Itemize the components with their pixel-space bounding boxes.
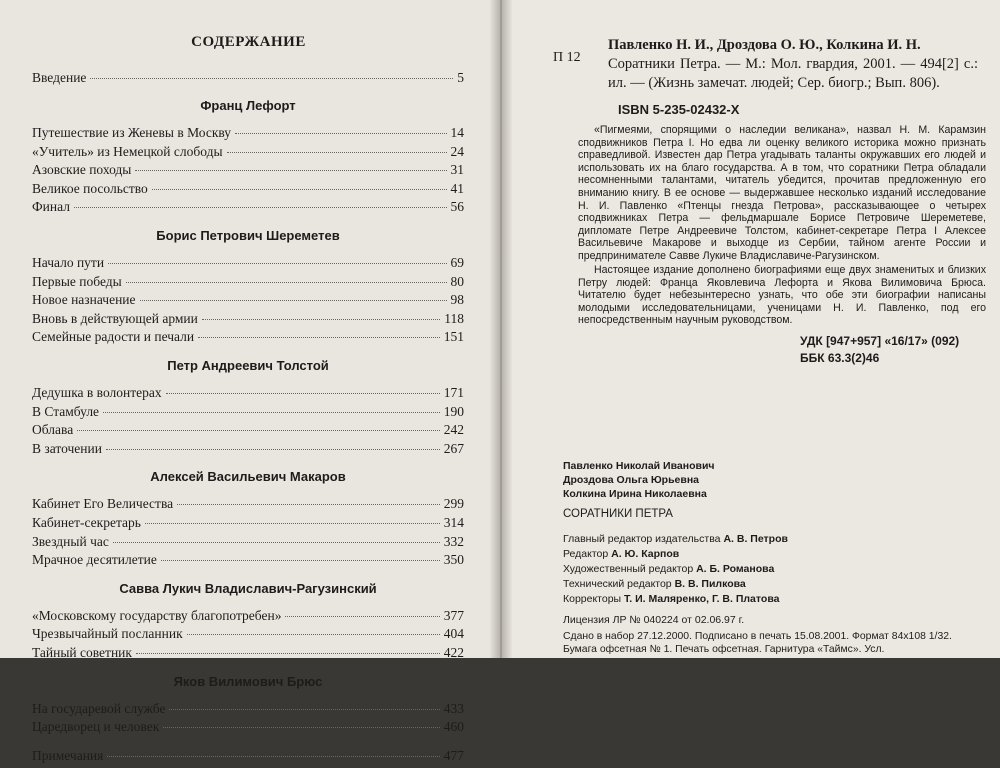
toc-entry-title: «Московскому государству благопотребен»: [32, 607, 282, 623]
toc-entry: [32, 144, 464, 164]
license-line: Лицензия ЛР № 040224 от 02.06.97 г.: [563, 614, 745, 626]
toc-entry: [32, 162, 464, 182]
toc-entry: [32, 719, 464, 739]
toc-leader-dots: [136, 653, 440, 654]
toc-entry-title: Примечания: [32, 747, 104, 763]
classification-code: П 12: [553, 50, 581, 65]
toc-section-heading: Борис Петрович Шереметев: [156, 228, 340, 243]
toc-entry-title: Путешествие из Женевы в Москву: [32, 125, 232, 140]
author-full-name-1: Павленко Николай Иванович: [563, 460, 715, 472]
toc-leader-dots: [90, 78, 453, 79]
toc-entry: [32, 329, 464, 349]
toc-entry-page: 242: [443, 422, 464, 438]
toc-leader-dots: [161, 560, 440, 561]
toc-leader-dots: [106, 449, 440, 450]
staff-line-2: [563, 548, 679, 560]
toc-entry-page: 56: [450, 199, 464, 215]
staff-name: В. В. Пилкова: [674, 578, 746, 590]
toc-leader-dots: [169, 709, 439, 710]
toc-entry-page: 433: [443, 700, 464, 716]
toc-notes-entry: [32, 748, 464, 768]
toc-leader-dots: [235, 133, 446, 134]
biblio-authors: Павленко Н. И., Дроздова О. Ю., Колкина И. Н.: [608, 37, 921, 53]
staff-name: А. Ю. Карпов: [611, 548, 680, 560]
toc-entry: [32, 701, 464, 721]
toc-entry: [32, 645, 464, 665]
annotation-paragraph-2: Настоящее издание дополнено биографиями еще двух знаменитых и близких Петру людей: Франца Яковлевича Лефорта и Якова Вилимовича Брюса. Читателю будет небезынтересно узнать, что обе эти биографии написаны молодыми исследовательницами, ученицами Н. И. Павленко, под его непосредственным научным руководством.: [578, 264, 986, 327]
toc-entry-page: 98: [450, 292, 464, 308]
toc-entry-page: 377: [443, 607, 464, 623]
toc-entry-page: 350: [443, 552, 464, 568]
staff-role: Технический редактор: [563, 578, 672, 590]
toc-entry-page: 5: [457, 70, 464, 85]
toc-leader-dots: [227, 152, 447, 153]
print-info: Сдано в набор 27.12.2000. Подписано в печать 15.08.2001. Формат 84х108 1/32. Бумага офсетная № 1. Печать офсетная. Гарнитура «Таймс». Усл.: [563, 631, 952, 655]
staff-name: А. Б. Романова: [696, 563, 775, 575]
toc-entry-title: На государевой службе: [32, 700, 166, 716]
toc-entry: [32, 534, 464, 554]
toc-leader-dots: [135, 170, 446, 171]
bbk-code: ББК 63.3(2)46: [800, 351, 880, 365]
toc-leader-dots: [145, 523, 440, 524]
toc-leader-dots: [74, 207, 447, 208]
toc-leader-dots: [77, 430, 440, 431]
toc-leader-dots: [103, 412, 440, 413]
toc-entry-title: Введение: [32, 70, 87, 85]
toc-entry-page: 422: [443, 645, 464, 660]
biblio-details: Соратники Петра. — М.: Мол. гвардия, 2001. — 494[2] с.: ил. — (Жизнь замечат. людей; Сер. биогр.; Вып. 806).: [608, 56, 978, 91]
toc-section-heading: Алексей Васильевич Макаров: [150, 469, 346, 485]
toc-entry: [32, 385, 464, 405]
toc-entry-page: 299: [443, 496, 464, 512]
toc-entry-page: 14: [450, 125, 464, 140]
toc-entry-title: Чрезвычайный посланник: [32, 626, 183, 642]
toc-entry-page: 314: [443, 515, 464, 530]
toc-entry-title: Финал: [32, 199, 70, 215]
toc-entry: [32, 552, 464, 572]
toc-entry-page: 332: [443, 533, 464, 549]
author-full-name-3: Колкина Ирина Николаевна: [563, 488, 707, 500]
toc-entry-title: Великое посольство: [32, 180, 148, 196]
toc-entry-page: 151: [443, 329, 464, 345]
toc-entry-title: Первые победы: [32, 273, 122, 289]
toc-entry: [32, 292, 464, 312]
toc-entry-title: Семейные радости и печали: [32, 329, 195, 345]
toc-leader-dots: [126, 282, 447, 283]
toc-section-heading: Савва Лукич Владиславич-Рагузинский: [119, 580, 377, 596]
toc-entry-page: 31: [450, 162, 464, 178]
toc-entry-page: 69: [450, 255, 464, 270]
toc-entry-title: Начало пути: [32, 255, 105, 270]
toc-entry-page: 267: [443, 440, 464, 456]
staff-line-3: [563, 563, 774, 575]
toc-entry: [32, 274, 464, 294]
toc-entry-page: 477: [443, 747, 464, 763]
toc-leader-dots: [202, 319, 440, 320]
toc-leader-dots: [140, 300, 447, 301]
staff-name: Т. И. Маляренко, Г. В. Платова: [624, 593, 780, 605]
toc-entry-page: 190: [443, 403, 464, 419]
toc-entry-title: Азовские походы: [32, 162, 132, 178]
toc-entry: [32, 496, 464, 516]
toc-entry: [32, 125, 464, 145]
toc-entry-title: «Учитель» из Немецкой слободы: [32, 143, 223, 159]
toc-entry: [32, 608, 464, 628]
toc-entry-title: Дедушка в волонтерах: [32, 385, 162, 400]
toc-entry: [32, 181, 464, 201]
contents-page: [0, 0, 497, 763]
toc-leader-dots: [285, 616, 439, 617]
toc-leader-dots: [152, 189, 447, 190]
toc-entry: [32, 626, 464, 646]
toc-entry-title: Кабинет-секретарь: [32, 515, 141, 530]
toc-leader-dots: [198, 337, 440, 338]
toc-entry: [32, 311, 464, 331]
toc-entry-page: 118: [444, 310, 464, 326]
toc-entry: [32, 515, 464, 535]
toc-leader-dots: [113, 542, 440, 543]
toc-entry-title: Царедворец и человек: [32, 719, 160, 735]
staff-role: Редактор: [563, 548, 609, 560]
toc-entry-title: Звездный час: [32, 533, 109, 549]
toc-entry-page: 24: [450, 143, 464, 159]
toc-leader-dots: [107, 756, 439, 757]
toc-leader-dots: [177, 504, 440, 505]
toc-section-heading: Яков Вилимович Брюс: [173, 673, 323, 689]
isbn: ISBN 5-235-02432-X: [618, 102, 740, 117]
staff-role: Художественный редактор: [563, 563, 694, 575]
contents-title: СОДЕРЖАНИЕ: [191, 34, 306, 50]
toc-entry-page: 460: [443, 719, 464, 735]
staff-line-1: [563, 533, 788, 545]
udc-code: УДК [947+957] «16/17» (092): [800, 334, 960, 348]
toc-entry-title: Кабинет Его Величества: [32, 496, 174, 512]
toc-entry: [32, 441, 464, 461]
toc-entry-title: Вновь в действующей армии: [32, 310, 198, 326]
author-full-name-2: Дроздова Ольга Юрьевна: [563, 474, 699, 486]
bibliographic-record: [608, 36, 978, 93]
toc-entry-title: Тайный советник: [32, 645, 132, 660]
toc-section-heading: Франц Лефорт: [200, 98, 296, 113]
staff-line-4: [563, 578, 746, 590]
staff-name: А. В. Петров: [723, 533, 788, 545]
toc-entry-page: 171: [443, 385, 464, 400]
toc-entry-title: В Стамбуле: [32, 403, 100, 419]
toc-section-heading: Петр Андреевич Толстой: [167, 358, 329, 373]
staff-line-5: [563, 593, 779, 605]
toc-leader-dots: [108, 263, 446, 264]
toc-entry-page: 404: [443, 626, 464, 642]
toc-entry-title: Новое назначение: [32, 292, 136, 308]
toc-entry-title: Облава: [32, 422, 74, 438]
toc-entry-title: В заточении: [32, 440, 102, 456]
annotation-paragraph-1: «Пигмеями, спорящими о наследии великана», назвал Н. М. Карамзин сподвижников Петра I. Но едва ли оценку великого историка можно признать справедливой. Известен дар Петра угадывать таланты окружавших его людей и использовать их на благо государства. А в том, что соратники Петра обладали несомненными талантами, читатель убедится, прочитав предложенную его вниманию книгу. В ее основе — выдержавшее несколько изданий исследование Н. И. Павленко «Птенцы гнезда Петрова», рассказывающее о четырех сподвижниках Петра — фельдмаршале Борисе Петровиче Шереметеве, дипломате Петре Андреевиче Толстом, кабинет-секретаре Петра I Алексее Васильевиче Макарове и выходце из Сербии, тайном агенте России и предпринимателе Савве Лукиче Владиславиче-Рагузинском.: [578, 124, 986, 262]
toc-leader-dots: [166, 393, 440, 394]
toc-leader-dots: [163, 727, 439, 728]
toc-entry-page: 41: [450, 180, 464, 196]
toc-entry: [32, 404, 464, 424]
toc-leader-dots: [187, 634, 440, 635]
toc-entry: [32, 422, 464, 442]
staff-role: Корректоры: [563, 593, 622, 605]
toc-entry-title: Мрачное десятилетие: [32, 552, 157, 568]
toc-entry: [32, 255, 464, 275]
book-title: СОРАТНИКИ ПЕТРА: [563, 508, 673, 520]
book-gutter: [490, 0, 512, 658]
staff-role: Главный редактор издательства: [563, 533, 721, 545]
toc-intro-entry: [32, 70, 464, 90]
toc-entry-page: 80: [450, 273, 464, 289]
toc-entry: [32, 199, 464, 219]
